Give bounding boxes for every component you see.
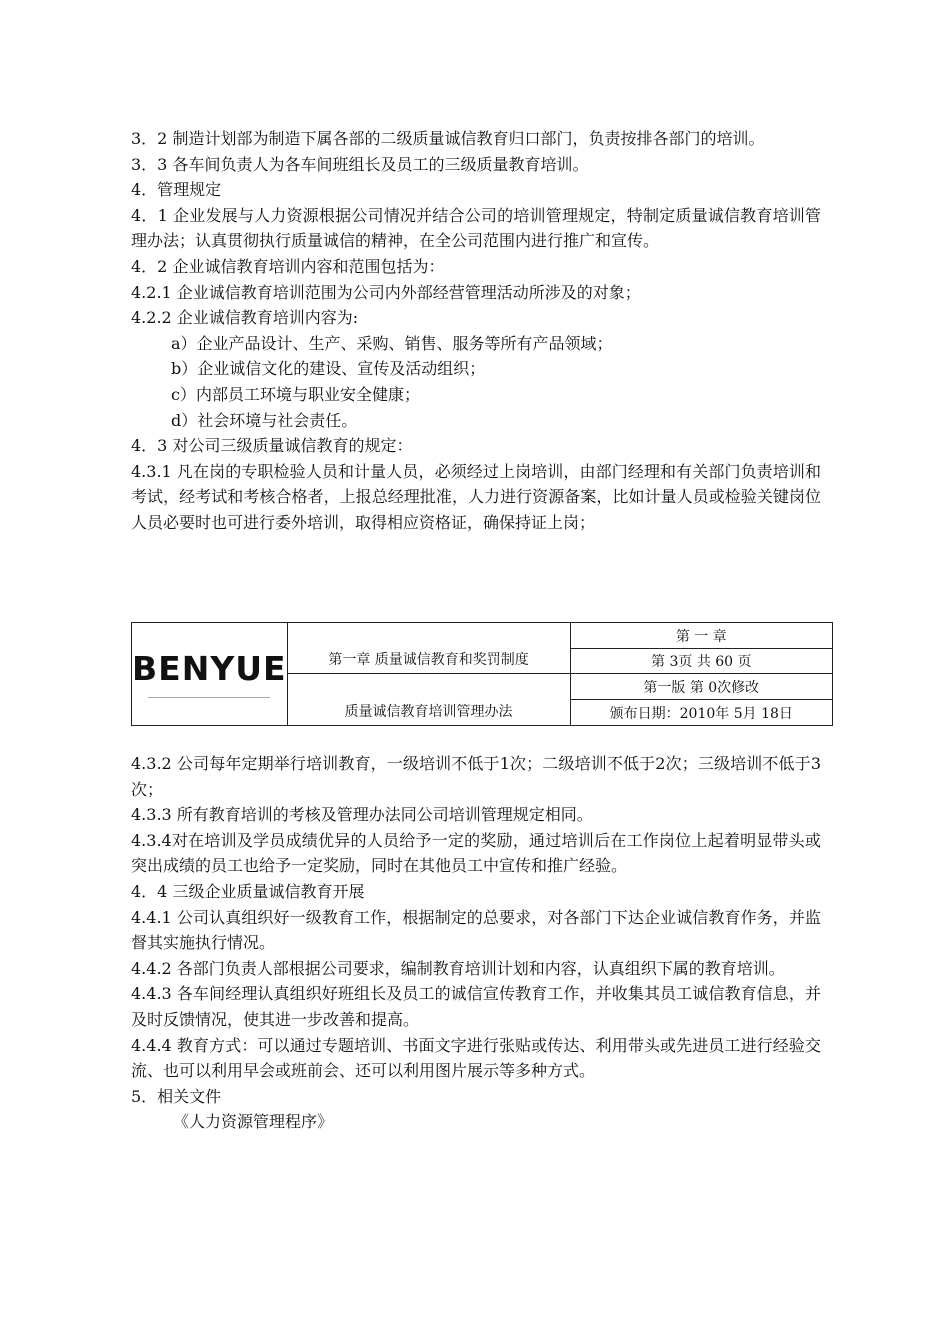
paragraph: 4．2 企业诚信教育培训内容和范围包括为： [131, 256, 445, 276]
doc-title: 质量诚信教育培训管理办法 [344, 704, 513, 720]
list-item: d）社会环境与社会责任。 [171, 410, 358, 430]
paragraph: 3．3 各车间负责人为各车间班组长及员工的三级质量教育培训。 [131, 154, 589, 174]
paragraph: 4.4.3 各车间经理认真组织好班组长及员工的诚信宣传教育工作，并收集其员工诚信教育信息，并及时反馈情况，使其进一步改善和提高。 [131, 984, 821, 1029]
paragraph: 4.3.4对在培训及学员成绩优异的人员给予一定的奖励，通过培训后在工作岗位上起着明显带头或突出成绩的员工也给予一定奖励，同时在其他员工中宣传和推广经验。 [131, 830, 821, 876]
logo-cell [132, 623, 288, 726]
paragraph: 4.4.1 公司认真组织好一级教育工作，根据制定的总要求，对各部门下达企业诚信教育作务，并监督其实施执行情况。 [131, 907, 821, 953]
page-info: 第 3页 共 60 页 [570, 649, 832, 674]
chapter-no: 第 一 章 [570, 623, 832, 649]
company-logo: BENYUE [132, 648, 287, 688]
issue-date: 颁布日期：2010年 5月 18日 [570, 700, 832, 726]
paragraph: 4.3.2 公司每年定期举行培训教育，一级培训不低于1次；二级培训不低于2次；三级培训不低于3次； [131, 754, 821, 799]
paragraph: 3．2 制造计划部为制造下属各部的二级质量诚信教育归口部门，负责按排各部门的培训。 [131, 129, 765, 148]
logo-divider [148, 697, 270, 698]
section-heading: 4．管理规定 [131, 180, 222, 200]
paragraph: 4.3.3 所有教育培训的考核及管理办法同公司培训管理规定相同。 [131, 805, 593, 825]
paragraph: 4.3.1 凡在岗的专职检验人员和计量人员，必须经过上岗培训，由部门经理和有关部门负责培训和考试，经考试和考核合格者，上报总经理批准，人力进行资源备案，比如计量人员或检验关键岗位人员必要时也可进行委外培训，取得相应资格证，确保持证上岗； [131, 461, 821, 532]
body-text-bottom [131, 751, 821, 1135]
reference-item: 《人力资源管理程序》 [173, 1112, 334, 1132]
document-header-table [131, 622, 833, 726]
section-heading: 4．4 三级企业质量诚信教育开展 [131, 881, 365, 901]
section-heading: 5．相关文件 [131, 1086, 222, 1106]
list-item: a）企业产品设计、生产、采购、销售、服务等所有产品领域； [171, 333, 613, 353]
paragraph: 4．1 企业发展与人力资源根据公司情况并结合公司的培训管理规定，特制定质量诚信教育培训管理办法；认真贯彻执行质量诚信的精神，在全公司范围内进行推广和宣传。 [131, 205, 821, 251]
revision-info: 第一版 第 0次修改 [570, 674, 832, 700]
paragraph: 4.2.1 企业诚信教育培训范围为公司内外部经营管理活动所涉及的对象； [131, 282, 641, 302]
chapter-title-cell [287, 623, 570, 674]
paragraph: 4.4.2 各部门负责人部根据公司要求，编制教育培训计划和内容，认真组织下属的教育培训。 [131, 958, 785, 978]
body-text-top [131, 126, 821, 536]
doc-title-cell [287, 674, 570, 726]
paragraph: 4.4.4 教育方式：可以通过专题培训、书面文字进行张贴或传达、利用带头或先进员工进行经验交流、也可以利用早会或班前会、还可以利用图片展示等多种方式。 [131, 1035, 821, 1081]
list-item: c）内部员工环境与职业安全健康； [171, 384, 420, 404]
paragraph: 4.2.2 企业诚信教育培训内容为: [131, 308, 359, 328]
list-item: b）企业诚信文化的建设、宣传及活动组织； [171, 359, 486, 379]
paragraph: 4．3 对公司三级质量诚信教育的规定： [131, 436, 413, 456]
chapter-title: 第一章 质量诚信教育和奖罚制度 [328, 652, 529, 668]
